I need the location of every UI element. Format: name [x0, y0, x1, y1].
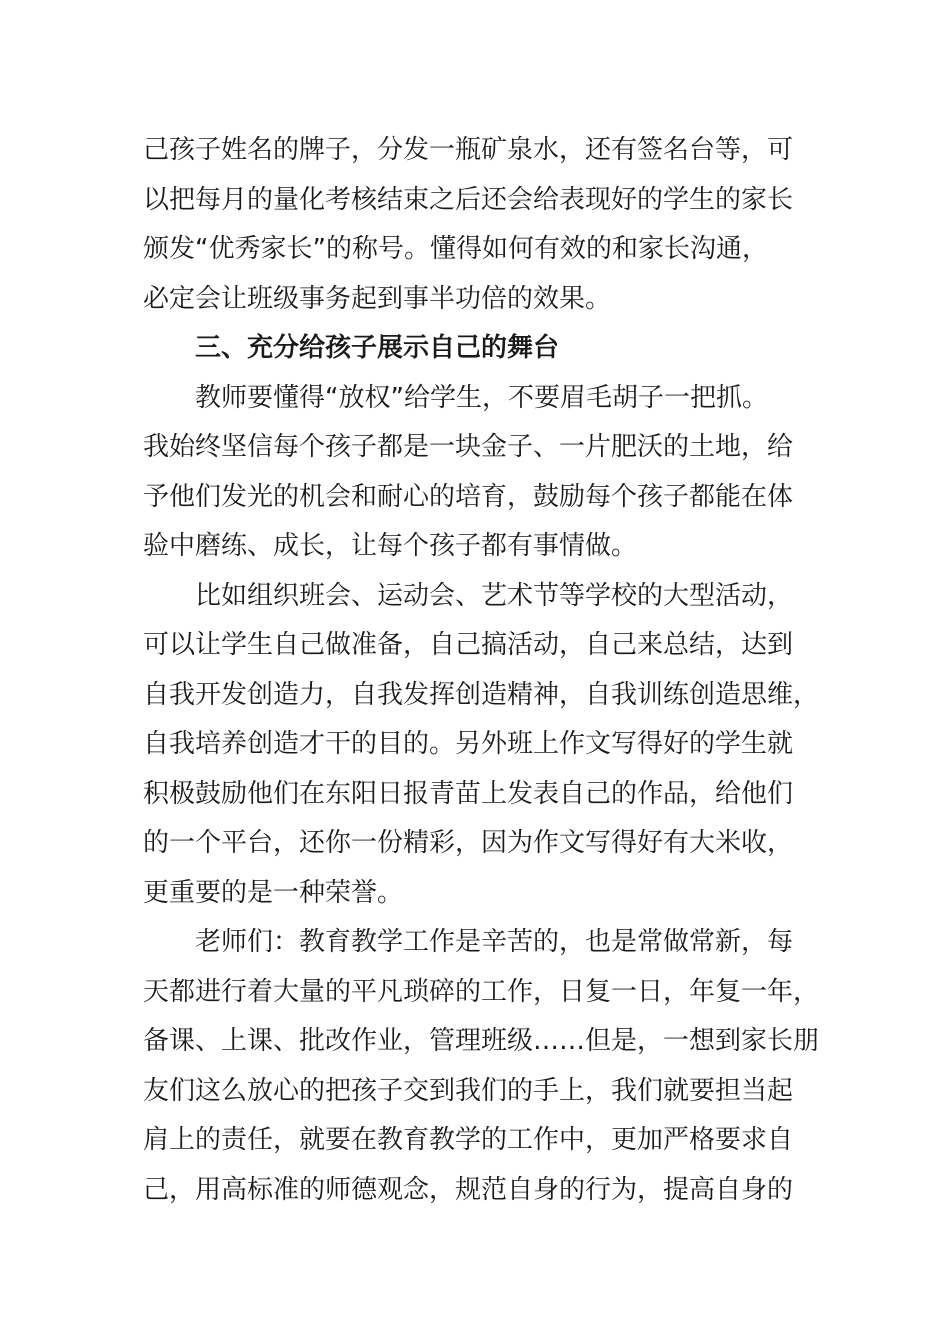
text-line: 备课、上课、批改作业，管理班级……但是，一想到家长朋: [143, 1026, 820, 1056]
paragraph-teachers: [143, 918, 820, 1215]
text-line: 自我培养创造才干的目的。另外班上作文写得好的学生就: [143, 729, 794, 759]
text-line: 己，用高标准的师德观念，规范自身的行为，提高自身的: [143, 1174, 794, 1205]
text-line: 予他们发光的机会和耐心的培育，鼓励每个孩子都能在体: [143, 481, 794, 512]
text-line: 天都进行着大量的平凡琐碎的工作，日复一日，年复一年，: [143, 976, 820, 1007]
text-line: 老师们：教育教学工作是辛苦的，也是常做常新，每: [195, 927, 794, 957]
text-line: 的一个平台，还你一份精彩，因为作文写得好有大米收，: [143, 828, 794, 858]
text-line: 验中磨练、成长，让每个孩子都有事情做。: [143, 531, 638, 561]
text-line: 友们这么放心的把孩子交到我们的手上，我们就要担当起: [143, 1075, 794, 1106]
text-line: 肩上的责任，就要在教育教学的工作中，更加严格要求自: [143, 1125, 794, 1155]
paragraph-empower-students: [143, 374, 813, 572]
text-line: 比如组织班会、运动会、艺术节等学校的大型活动，: [195, 580, 794, 611]
document-body: [143, 126, 820, 1215]
text-line: 颁发“优秀家长”的称号。懂得如何有效的和家长沟通，: [143, 234, 768, 264]
text-line: 必定会让班级事务起到事半功倍的效果。: [143, 283, 612, 314]
text-line: 更重要的是一种荣誉。: [143, 877, 404, 908]
text-line: 以把每月的量化考核结束之后还会给表现好的学生的家长: [143, 184, 794, 215]
paragraph-activities: [143, 572, 820, 919]
paragraph-parent-communication: [143, 126, 813, 324]
text-line: 我始终坚信每个孩子都是一块金子、一片肥沃的土地，给: [143, 432, 794, 462]
section-heading: 三、充分给孩子展示自己的舞台: [195, 333, 560, 363]
text-line: 可以让学生自己做准备，自己搞活动，自己来总结，达到: [143, 630, 794, 660]
text-line: 自我开发创造力，自我发挥创造精神，自我训练创造思维，: [143, 679, 820, 710]
text-line: 教师要懂得“放权”给学生，不要眉毛胡子一把抓。: [195, 382, 768, 413]
text-line: 积极鼓励他们在东阳日报青苗上发表自己的作品，给他们: [143, 778, 794, 809]
text-line: 己孩子姓名的牌子，分发一瓶矿泉水，还有签名台等，可: [143, 135, 794, 165]
